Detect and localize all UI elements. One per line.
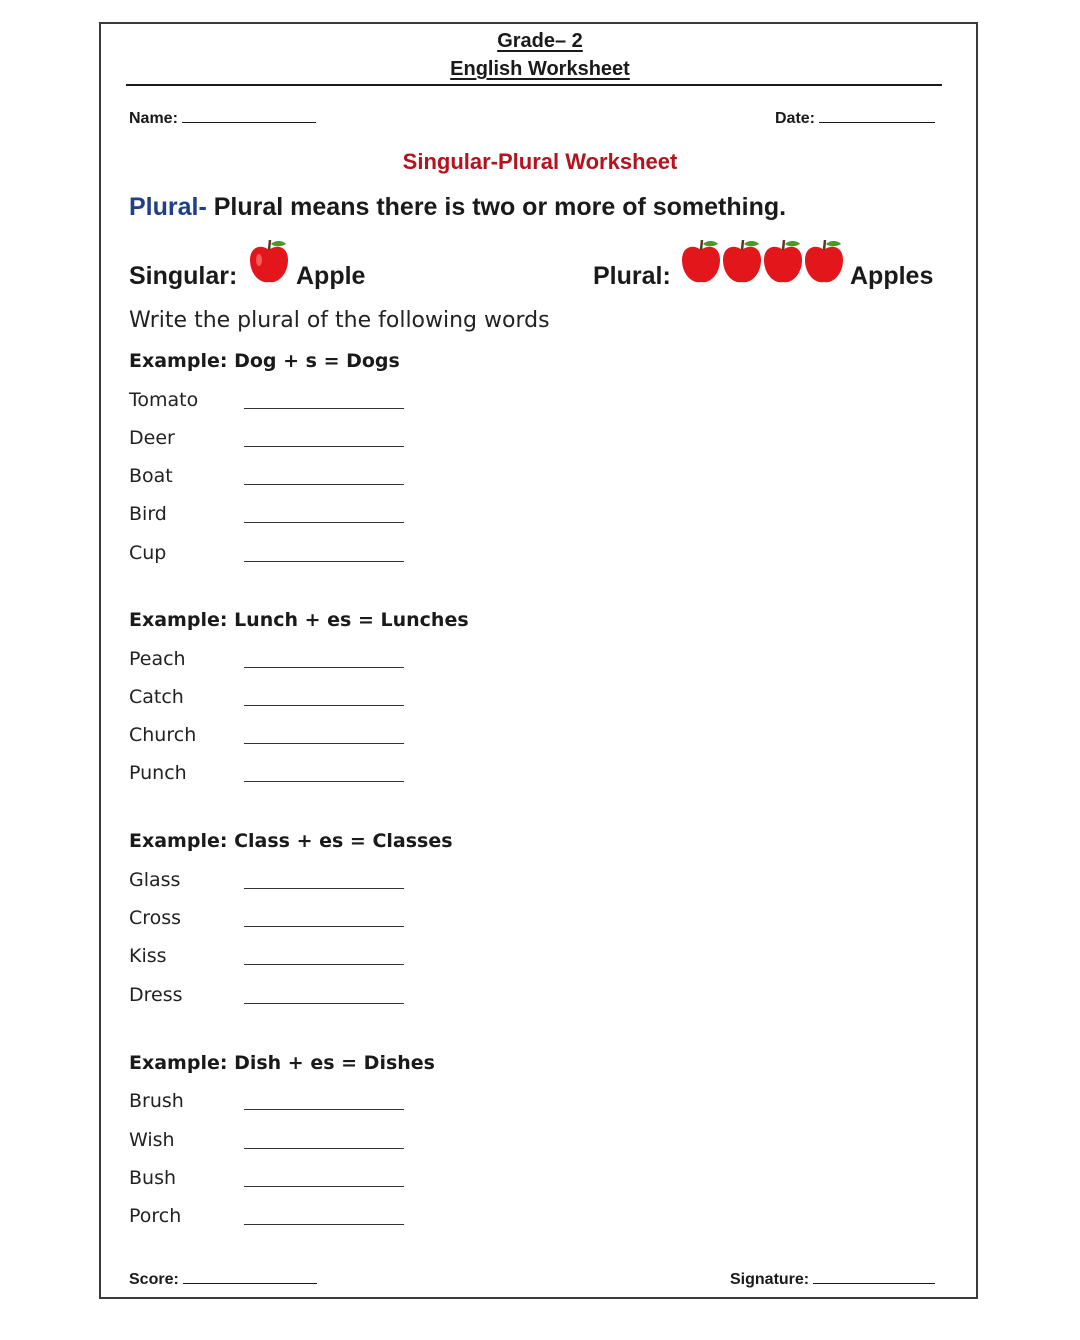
apple-icon xyxy=(803,238,845,291)
answer-line[interactable] xyxy=(244,1109,404,1110)
example-heading: Example: Class + es = Classes xyxy=(129,830,453,852)
word-prompt: Dress xyxy=(129,984,183,1006)
answer-line[interactable] xyxy=(244,667,404,668)
apple-icon xyxy=(721,238,763,291)
name-field[interactable] xyxy=(129,110,316,128)
answer-line[interactable] xyxy=(244,1003,404,1004)
word-prompt: Kiss xyxy=(129,945,167,967)
date-label: Date: xyxy=(775,110,816,127)
grade-heading: Grade– 2 xyxy=(497,30,583,52)
word-prompt: Deer xyxy=(129,427,175,449)
answer-line[interactable] xyxy=(244,484,404,485)
date-field[interactable] xyxy=(775,110,935,128)
answer-line[interactable] xyxy=(244,522,404,523)
date-blank[interactable] xyxy=(819,121,935,123)
word-prompt: Punch xyxy=(129,762,187,784)
instruction-text: Write the plural of the following words xyxy=(129,308,550,333)
singular-word: Apple xyxy=(296,262,366,290)
word-prompt: Glass xyxy=(129,869,181,891)
answer-line[interactable] xyxy=(244,781,404,782)
example-heading: Example: Dog + s = Dogs xyxy=(129,350,400,372)
word-prompt: Tomato xyxy=(129,389,199,411)
word-prompt: Cup xyxy=(129,542,167,564)
plural-label: Plural: xyxy=(593,262,671,290)
signature-field[interactable] xyxy=(730,1271,935,1289)
singular-label: Singular: xyxy=(129,262,238,290)
answer-line[interactable] xyxy=(244,1148,404,1149)
answer-line[interactable] xyxy=(244,1224,404,1225)
score-label: Score: xyxy=(129,1271,179,1288)
signature-blank[interactable] xyxy=(813,1282,935,1284)
answer-line[interactable] xyxy=(244,408,404,409)
word-prompt: Peach xyxy=(129,648,186,670)
word-prompt: Boat xyxy=(129,465,173,487)
example-heading: Example: Dish + es = Dishes xyxy=(129,1052,435,1074)
answer-line[interactable] xyxy=(244,926,404,927)
apple-icon xyxy=(762,238,804,291)
name-label: Name: xyxy=(129,110,178,127)
apple-icon xyxy=(248,238,290,291)
word-prompt: Bush xyxy=(129,1167,177,1189)
word-prompt: Catch xyxy=(129,686,184,708)
example-heading: Example: Lunch + es = Lunches xyxy=(129,609,469,631)
answer-line[interactable] xyxy=(244,743,404,744)
answer-line[interactable] xyxy=(244,964,404,965)
signature-label: Signature: xyxy=(730,1271,810,1288)
worksheet-title: Singular-Plural Worksheet xyxy=(402,149,678,174)
answer-line[interactable] xyxy=(244,446,404,447)
header-divider xyxy=(126,84,942,86)
word-prompt: Wish xyxy=(129,1129,175,1151)
word-prompt: Bird xyxy=(129,503,167,525)
answer-line[interactable] xyxy=(244,705,404,706)
definition-text: Plural means there is two or more of something. xyxy=(206,193,787,221)
answer-line[interactable] xyxy=(244,1186,404,1187)
word-prompt: Brush xyxy=(129,1090,184,1112)
score-field[interactable] xyxy=(129,1271,317,1289)
name-blank[interactable] xyxy=(182,121,316,123)
word-prompt: Porch xyxy=(129,1205,182,1227)
apple-icon xyxy=(680,238,722,291)
subject-heading: English Worksheet xyxy=(450,58,630,80)
definition-term: Plural- xyxy=(129,193,207,221)
plural-word: Apples xyxy=(850,262,934,290)
word-prompt: Cross xyxy=(129,907,182,929)
answer-line[interactable] xyxy=(244,561,404,562)
plural-definition xyxy=(129,193,786,222)
word-prompt: Church xyxy=(129,724,197,746)
answer-line[interactable] xyxy=(244,888,404,889)
score-blank[interactable] xyxy=(183,1282,317,1284)
